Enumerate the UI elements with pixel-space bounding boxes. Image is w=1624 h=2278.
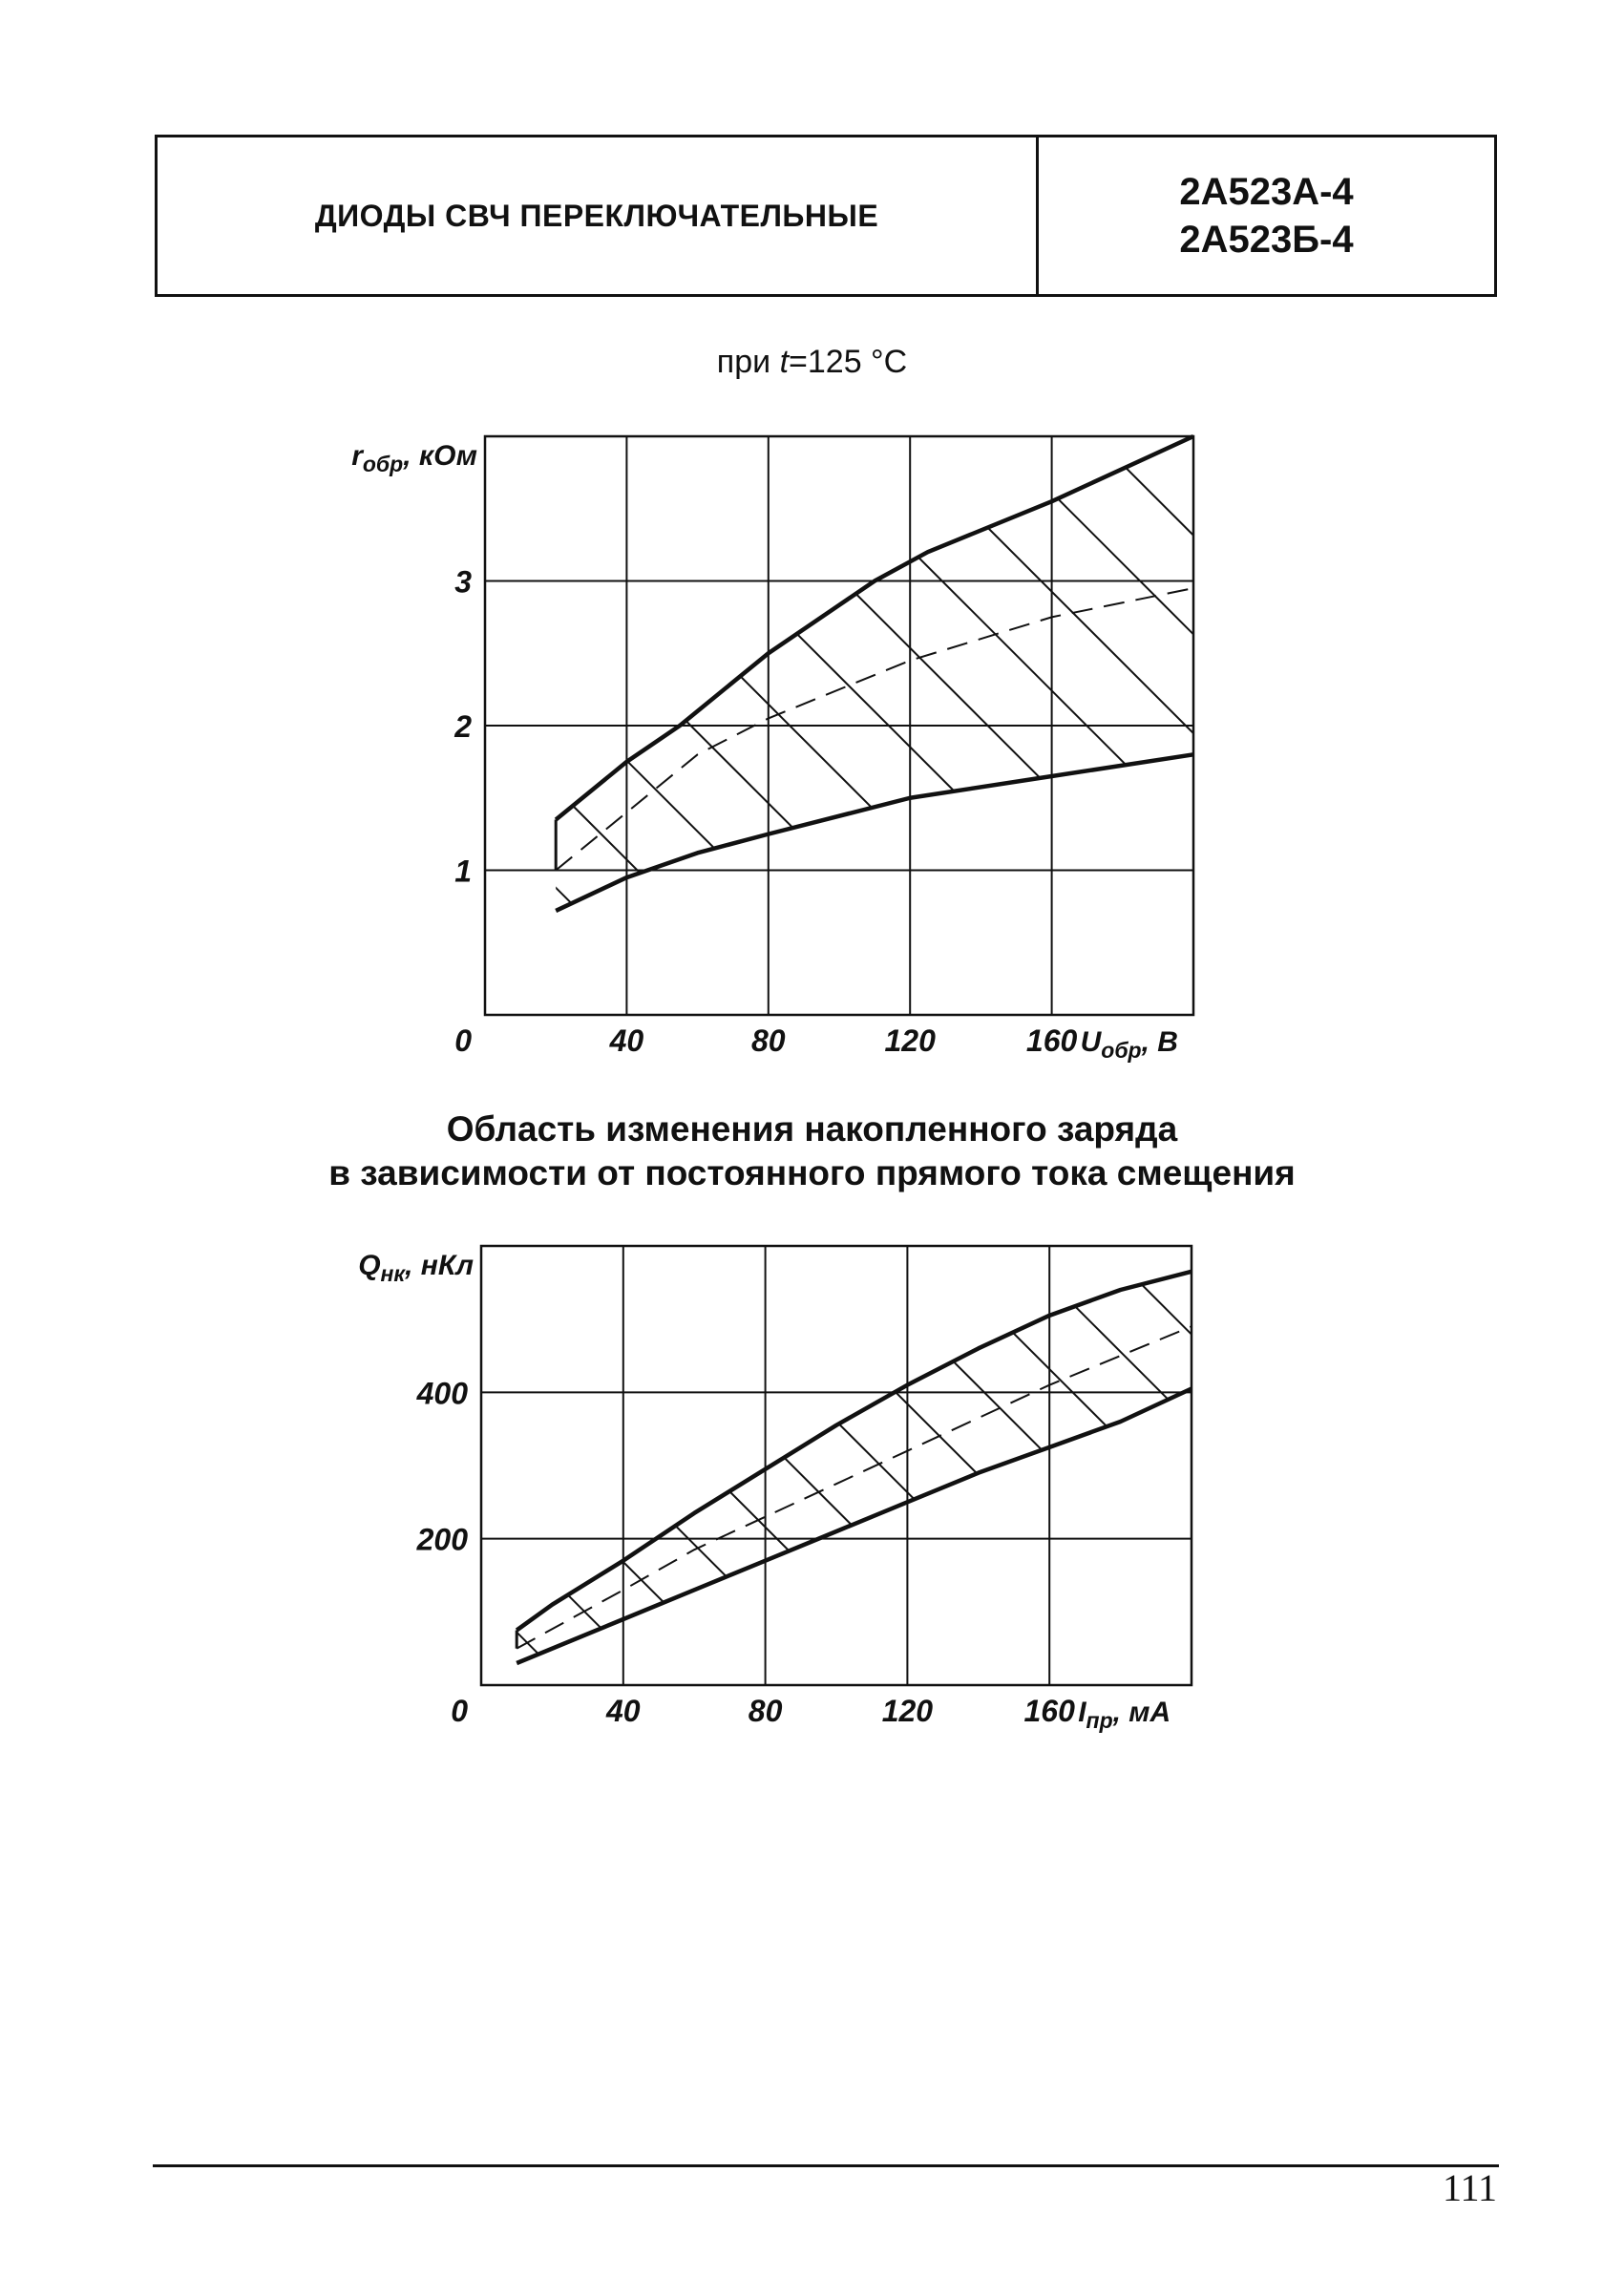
- chart1-x-tick-label-40: 40: [609, 1023, 644, 1058]
- chart2-hatch-line: [573, 1246, 1012, 1685]
- caption-variable: t: [779, 344, 790, 380]
- model-name-a: 2А523А-4: [1179, 171, 1354, 213]
- chart1-x-axis-label: $U_{обр}$, В: [1080, 1026, 1178, 1063]
- chart2-hatch-line: [1015, 1246, 1454, 1685]
- chart2-x-tick-label-160: 160: [1023, 1694, 1075, 1728]
- chart2-hatch-line: [131, 1246, 570, 1685]
- chart1-y-tick-label-2: 2: [454, 709, 472, 744]
- chart1-y-tick-label-3: 3: [454, 564, 472, 600]
- chart2-origin-label: 0: [451, 1694, 468, 1728]
- chart2-heading-line1: Область изменения накопленного заряда: [446, 1109, 1178, 1149]
- chart2-x-axis-label: $I_{пр}$, мА: [1078, 1697, 1171, 1733]
- chart2-hatch-line: [749, 1246, 1189, 1685]
- chart2-hatch-line: [484, 1246, 923, 1685]
- chart1-y-axis-label: $r_{обр}$, кОм: [351, 440, 477, 476]
- chart2-hatch-line: [926, 1246, 1365, 1685]
- chart2-y-axis-label: $Q_{нк}$, нКл: [358, 1250, 474, 1286]
- model-name-b: 2А523Б-4: [1179, 219, 1354, 261]
- chart2-upper-curve: [517, 1272, 1192, 1631]
- caption-prefix: при: [716, 344, 780, 380]
- chart2-hatch-line: [307, 1246, 747, 1685]
- caption-suffix: =125 °C: [789, 344, 908, 380]
- chart2-lower-curve: [517, 1389, 1192, 1664]
- chart1-origin-label: 0: [454, 1023, 472, 1058]
- chart1-x-tick-label-80: 80: [751, 1023, 786, 1058]
- chart2-x-tick-label-40: 40: [606, 1694, 641, 1728]
- chart2-plot-frame: [481, 1246, 1192, 1685]
- chart1-x-tick-label-120: 120: [884, 1023, 936, 1058]
- chart2-hatch-line: [42, 1246, 481, 1685]
- footer-rule: [153, 2164, 1499, 2167]
- page-number: 111: [1442, 2166, 1497, 2209]
- chart2-hatch-line: [1103, 1246, 1542, 1685]
- chart1-y-tick-label-1: 1: [454, 854, 472, 889]
- header-title: ДИОДЫ СВЧ ПЕРЕКЛЮЧАТЕЛЬНЫЕ: [314, 198, 879, 233]
- chart2-x-tick-label-120: 120: [881, 1694, 934, 1728]
- chart2-y-tick-label-200: 200: [416, 1522, 468, 1557]
- chart2-typical-curve: [517, 1326, 1192, 1648]
- chart2-hatch-line: [1192, 1246, 1624, 1685]
- chart2-heading-line2: в зависимости от постоянного прямого тока смещения: [328, 1153, 1296, 1192]
- chart2-x-tick-label-80: 80: [748, 1694, 783, 1728]
- chart2-y-tick-label-400: 400: [416, 1376, 468, 1411]
- chart1-x-tick-label-160: 160: [1025, 1023, 1078, 1058]
- chart2-hatch-line: [661, 1246, 1100, 1685]
- chart2-hatch-group: [42, 1246, 1624, 1685]
- chart2-hatch-line: [219, 1246, 658, 1685]
